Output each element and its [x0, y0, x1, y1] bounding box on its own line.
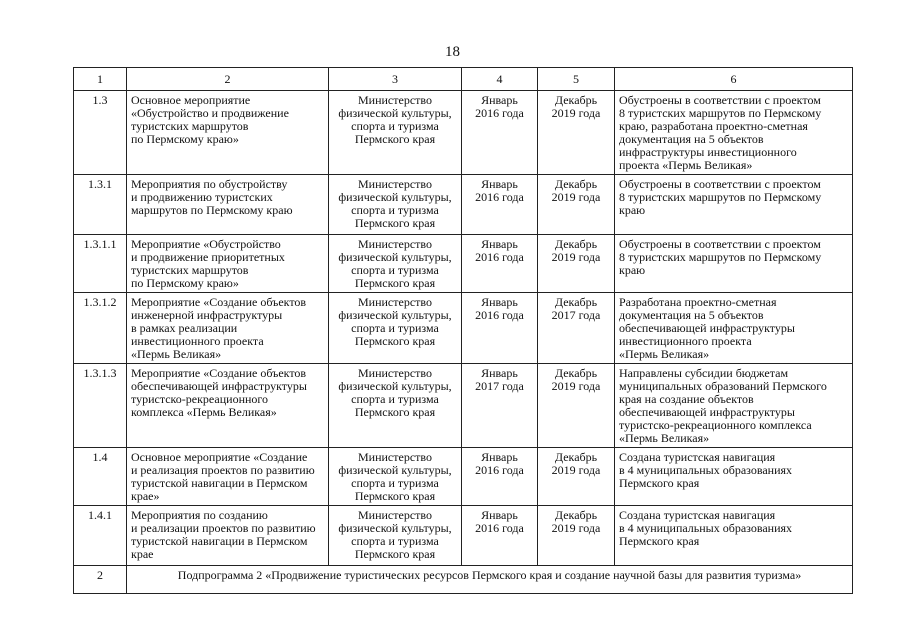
expected-result-text: Создана туристская навигация в 4 муниципальных образованиях Пермского края — [619, 508, 793, 548]
expected-result-text: Направлены субсидии бюджетам муниципальных образований Пермского края на создание объектов обеспечивающей инфраструктуры туристско-рекреационного комплекса «Пермь Великая» — [619, 366, 827, 445]
executor — [329, 506, 462, 566]
activity-name-text: Мероприятия по созданию и реализации проектов по развитию туристской навигации в Пермском крае — [131, 508, 316, 561]
activity-name-text: Мероприятие «Создание объектов инженерной инфраструктуры в рамках реализации инвестиционного проекта «Пермь Великая» — [131, 295, 307, 361]
executor-text: Министерство физической культуры, спорта и туризма Пермского края — [338, 295, 452, 348]
table-header-row — [74, 68, 853, 91]
expected-result — [615, 448, 853, 506]
end-date — [538, 364, 615, 448]
executor — [329, 175, 462, 235]
executor — [329, 448, 462, 506]
column-header-4: 4 — [462, 68, 538, 91]
start-date — [462, 235, 538, 293]
end-date — [538, 235, 615, 293]
activity-name — [127, 448, 329, 506]
row-number — [74, 506, 127, 566]
row-number — [74, 364, 127, 448]
column-header-5: 5 — [538, 68, 615, 91]
start-date-text: Январь 2016 года — [475, 177, 524, 204]
table-row — [74, 448, 853, 506]
expected-result — [615, 175, 853, 235]
expected-result-text: Создана туристская навигация в 4 муниципальных образованиях Пермского края — [619, 450, 793, 490]
end-date-text: Декабрь 2017 года — [551, 295, 601, 322]
start-date — [462, 448, 538, 506]
start-date — [462, 175, 538, 235]
expected-result — [615, 235, 853, 293]
row-number-text: 1.3.1.2 — [83, 295, 117, 309]
activity-name — [127, 364, 329, 448]
start-date — [462, 364, 538, 448]
activities-table — [73, 67, 853, 594]
executor — [329, 235, 462, 293]
table-row — [74, 364, 853, 448]
row-number-text: 1.4.1 — [88, 508, 112, 522]
table-row — [74, 175, 853, 235]
row-number — [74, 91, 127, 175]
expected-result-text: Обустроены в соответствии с проектом 8 туристских маршрутов по Пермскому краю — [619, 237, 822, 277]
start-date-text: Январь 2016 года — [475, 93, 524, 120]
row-number-text: 1.3.1.1 — [83, 237, 117, 251]
column-header-3: 3 — [329, 68, 462, 91]
row-number — [74, 448, 127, 506]
expected-result — [615, 293, 853, 364]
page-number: 18 — [445, 44, 460, 60]
executor — [329, 293, 462, 364]
start-date — [462, 91, 538, 175]
executor-text: Министерство физической культуры, спорта и туризма Пермского края — [338, 450, 452, 503]
column-header-2: 2 — [127, 68, 329, 91]
activity-name — [127, 91, 329, 175]
end-date — [538, 91, 615, 175]
end-date-text: Декабрь 2019 года — [551, 508, 601, 535]
table-row — [74, 235, 853, 293]
row-number — [74, 175, 127, 235]
column-header-6: 6 — [615, 68, 853, 91]
subprogram-number: 2 — [74, 566, 127, 594]
activity-name — [127, 506, 329, 566]
start-date-text: Январь 2016 года — [475, 450, 524, 477]
executor-text: Министерство физической культуры, спорта и туризма Пермского края — [338, 366, 452, 419]
end-date — [538, 448, 615, 506]
executor-text: Министерство физической культуры, спорта и туризма Пермского края — [338, 93, 452, 146]
table-row — [74, 506, 853, 566]
row-number-text: 1.3.1 — [88, 177, 112, 191]
row-number-text: 1.4 — [92, 450, 108, 464]
end-date — [538, 175, 615, 235]
executor-text: Министерство физической культуры, спорта и туризма Пермского края — [338, 508, 452, 561]
start-date — [462, 293, 538, 364]
table-row — [74, 293, 853, 364]
row-number-text: 1.3.1.3 — [83, 366, 117, 380]
start-date — [462, 506, 538, 566]
end-date-text: Декабрь 2019 года — [551, 366, 601, 393]
subprogram-title: Подпрограмма 2 «Продвижение туристических ресурсов Пермского края и создание научной базы для развития туризма» — [127, 566, 853, 594]
expected-result-text: Разработана проектно-сметная документация на 5 объектов обеспечивающей инфраструктуры инвестиционного проекта «Пермь Великая» — [619, 295, 795, 361]
start-date-text: Январь 2016 года — [475, 295, 524, 322]
activity-name — [127, 293, 329, 364]
column-header-1: 1 — [74, 68, 127, 91]
expected-result-text: Обустроены в соответствии с проектом 8 туристских маршрутов по Пермскому краю, разработана проектно-сметная документация на 5 объектов инфраструктуры инвестиционного проекта «Пермь Великая» — [619, 93, 822, 172]
executor — [329, 364, 462, 448]
activity-name-text: Мероприятие «Обустройство и продвижение приоритетных туристских маршрутов по Пермскому краю» — [131, 237, 285, 290]
expected-result-text: Обустроены в соответствии с проектом 8 туристских маршрутов по Пермскому краю — [619, 177, 822, 217]
expected-result — [615, 364, 853, 448]
executor-text: Министерство физической культуры, спорта и туризма Пермского края — [338, 177, 452, 230]
executor-text: Министерство физической культуры, спорта и туризма Пермского края — [338, 237, 452, 290]
activity-name-text: Основное мероприятие «Обустройство и продвижение туристских маршрутов по Пермскому краю» — [131, 93, 289, 146]
activity-name-text: Основное мероприятие «Создание и реализация проектов по развитию туристской навигации в Пермском крае» — [131, 450, 315, 503]
table-row — [74, 91, 853, 175]
subprogram-row — [74, 566, 853, 594]
activity-name — [127, 175, 329, 235]
executor — [329, 91, 462, 175]
end-date — [538, 293, 615, 364]
start-date-text: Январь 2017 года — [475, 366, 524, 393]
expected-result — [615, 506, 853, 566]
activity-name-text: Мероприятия по обустройству и продвижению туристских маршрутов по Пермскому краю — [131, 177, 293, 217]
table-body — [74, 91, 853, 566]
row-number — [74, 235, 127, 293]
start-date-text: Январь 2016 года — [475, 508, 524, 535]
expected-result — [615, 91, 853, 175]
row-number-text: 1.3 — [92, 93, 108, 107]
end-date-text: Декабрь 2019 года — [551, 237, 601, 264]
end-date-text: Декабрь 2019 года — [551, 450, 601, 477]
end-date — [538, 506, 615, 566]
row-number — [74, 293, 127, 364]
activity-name-text: Мероприятие «Создание объектов обеспечивающей инфраструктуры туристско-рекреационного комплекса «Пермь Великая» — [131, 366, 307, 419]
end-date-text: Декабрь 2019 года — [551, 93, 601, 120]
end-date-text: Декабрь 2019 года — [551, 177, 601, 204]
start-date-text: Январь 2016 года — [475, 237, 524, 264]
activity-name — [127, 235, 329, 293]
